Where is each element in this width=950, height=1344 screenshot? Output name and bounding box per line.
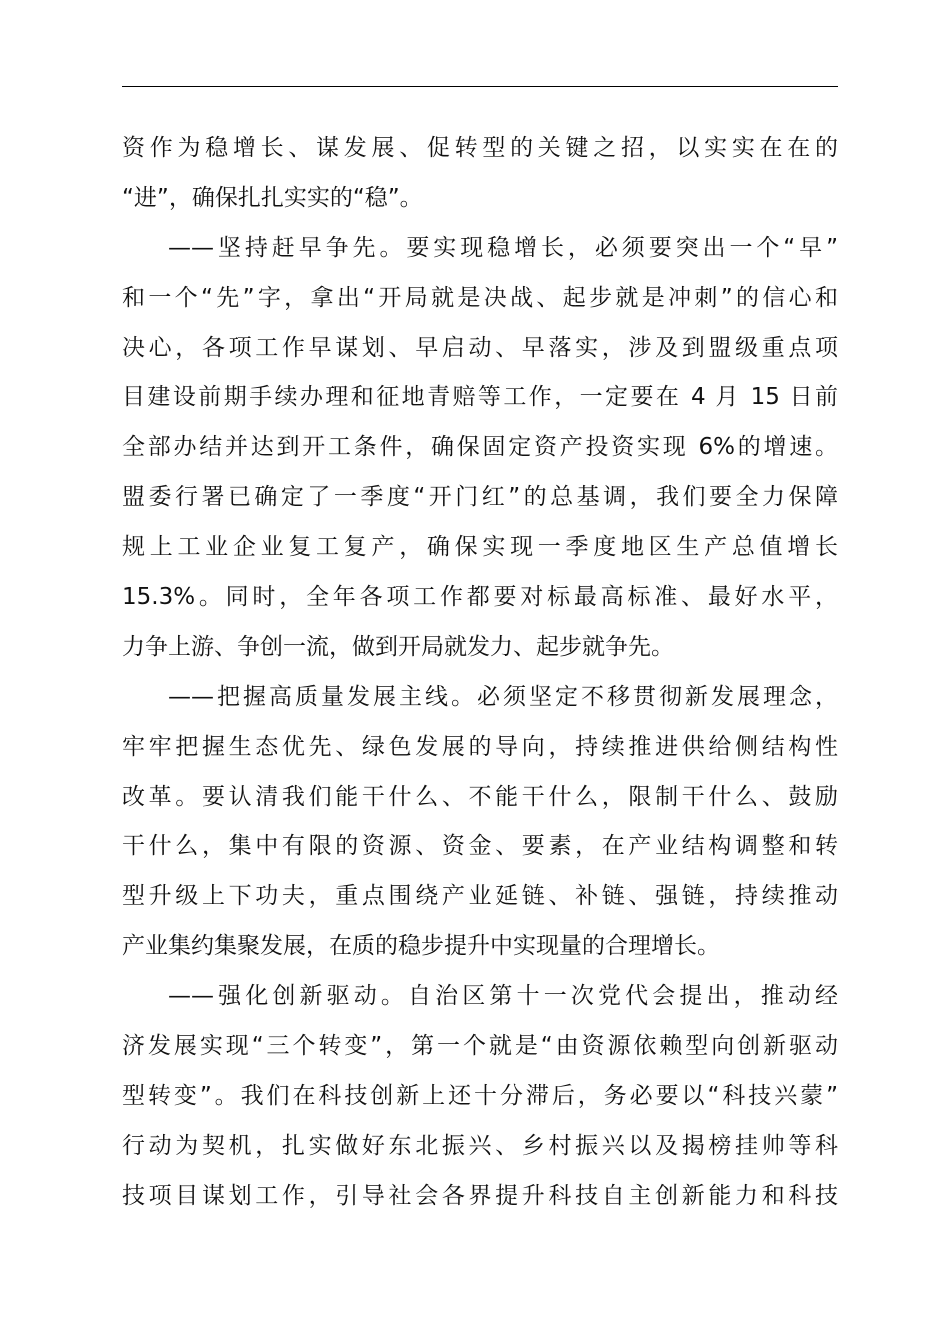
paragraph-line: 规上工业企业复工复产，确保实现一季度地区生产总值增长: [122, 534, 838, 561]
paragraph-line: 技项目谋划工作，引导社会各界提升科技自主创新能力和科技: [122, 1182, 838, 1209]
paragraph-line: 行动为契机，扎实做好东北振兴、乡村振兴以及揭榜挂帅等科: [122, 1132, 838, 1159]
paragraph-line: 干什么，集中有限的资源、资金、要素，在产业结构调整和转: [122, 833, 838, 860]
paragraph-line: 目建设前期手续办理和征地青赔等工作，一定要在 4 月 15 日前: [122, 384, 838, 411]
paragraph-line: 15.3%。同时，全年各项工作都要对标最高标准、最好水平，: [122, 584, 838, 611]
paragraph-line: 产业集约集聚发展，在质的稳步提升中实现量的合理增长。: [122, 933, 720, 960]
paragraph-line: 型转变”。我们在科技创新上还十分滞后，务必要以“科技兴蒙”: [122, 1082, 838, 1109]
paragraph-line: 改革。要认清我们能干什么、不能干什么，限制干什么、鼓励: [122, 783, 838, 810]
paragraph-line: 牢牢把握生态优先、绿色发展的导向，持续推进供给侧结构性: [122, 733, 838, 760]
paragraph-line: ——强化创新驱动。自治区第十一次党代会提出，推动经: [168, 983, 838, 1010]
paragraph-line: 资作为稳增长、谋发展、促转型的关键之招，以实实在在的: [122, 135, 838, 161]
paragraph-line: 决心，各项工作早谋划、早启动、早落实，涉及到盟级重点项: [122, 334, 838, 361]
body-text: [122, 124, 838, 1222]
paragraph-line: 和一个“先”字，拿出“开局就是决战、起步就是冲刺”的信心和: [122, 284, 838, 311]
paragraph-line: 型升级上下功夫，重点围绕产业延链、补链、强链，持续推动: [122, 883, 838, 910]
paragraph-line: 力争上游、争创一流，做到开局就发力、起步就争先。: [122, 633, 674, 660]
paragraph-line: “进”，确保扎扎实实的“稳”。: [122, 184, 423, 211]
header-rule: [122, 86, 838, 87]
paragraph-line: ——把握高质量发展主线。必须坚定不移贯彻新发展理念，: [168, 683, 838, 710]
paragraph-line: 济发展实现“三个转变”，第一个就是“由资源依赖型向创新驱动: [122, 1033, 838, 1060]
paragraph-line: 盟委行署已确定了一季度“开门红”的总基调，我们要全力保障: [122, 484, 838, 511]
paragraph-line: 全部办结并达到开工条件，确保固定资产投资实现 6%的增速。: [122, 434, 838, 461]
paragraph-line: ——坚持赶早争先。要实现稳增长，必须要突出一个“早”: [168, 234, 838, 261]
